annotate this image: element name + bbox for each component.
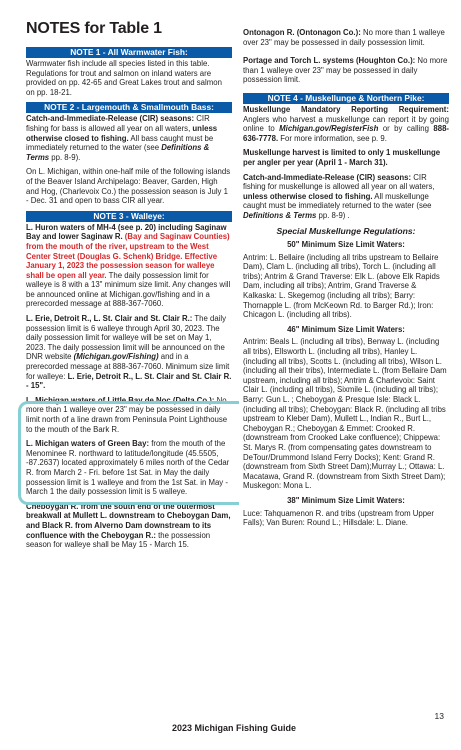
page-title: NOTES for Table 1 — [26, 20, 162, 37]
note3-para5: Cheboygan R. from the south end of the outermost breakwall at Mullett L. downstream to Cheboygan Dam, and Black R. from Alverno Dam downstream to its confluence with the Cheboygan R.: the possession season for walleye shall be May 15 - March 15. — [26, 501, 231, 550]
note3-para2: L. Erie, Detroit R., L. St. Clair and St. Clair R.: The daily possession limit is 6 walleye through April 30, 2023. The daily possession limit for walleye will be set on May 1, 2023. The daily possession limit will be announced on the DNR website (Michigan.gov/Fishing) and in a prerecorded message at 888-367-7060. Minimum size limit for walleye: L. Erie, Detroit R., L. St. Clair and St. Clair R. - 15". — [26, 314, 232, 391]
portage-para: Portage and Torch L. systems (Houghton Co.): No more than 1 walleye over 23" may be possessed in daily possession limit. — [243, 56, 448, 85]
note3-para4: L. Michigan waters of Green Bay: from the mouth of the Menominee R. northward to latitude/longitude (45.5505, -87.2637) located approximately 6 miles north of the Cedar R. from March 2 - Fri. before 1st Sat. in May the daily possession limit is 1 walleye and from the 1st Sat. in May - March 1 the daily possession limit is 5 walleye. — [26, 439, 230, 497]
page-number: 13 — [434, 711, 444, 721]
note2-para2: On L. Michigan, within one-half mile of the following islands of the Beaver Island Archipelago: Beaver, Garden, High and Hog, (Charlevoix Co.) the possession season is July 1 - Dec. 31 and open to bass CIR all year. — [26, 167, 231, 206]
ontonagon-para: Ontonagon R. (Ontonagon Co.): No more than 1 walleye over 23" may be possessed in daily possession limit. — [243, 28, 445, 47]
note1-text: Warmwater fish include all species listed in this table. Regulations for trout and salmon on inland waters are provided on pp. 42-65 and Great Lakes trout and salmon on pp. 18-21. — [26, 59, 222, 97]
guide-page — [14, 8, 454, 743]
special-musky-heading: Special Muskellunge Regulations: — [276, 225, 416, 236]
note4-para1: Muskellunge Mandatory Reporting Requirement: Anglers who harvest a muskellunge can report it by going online to Michigan.gov/RegisterFish or by calling 888-636-7778. For more information, see p. 9. — [243, 104, 449, 143]
note3-para1: L. Huron waters of MH-4 (see p. 20) including Saginaw Bay and lower Saginaw R. (Bay and Saginaw Counties) from the mouth of the river, upstream to the West Center Street (Douglas G. Schenk) Bridge. Effective January 1, 2023 the possession season for walleye shall be open all year. The daily possession limit for walleye is 8 with a 13" minimum size limit. Any changes will be announced online at Michigan.gov/fishing and in a prerecorded message at 888-367-7060. — [26, 222, 231, 309]
size-50-heading: 50" Minimum Size Limit Waters: — [287, 240, 405, 250]
note3-heading: NOTE 3 - Walleye: — [26, 211, 232, 222]
left-column — [26, 44, 232, 555]
note4-para2: Muskellunge harvest is limited to only 1 muskellunge per angler per year (April 1 - March 31). — [243, 148, 441, 167]
note2-para1: Catch-and-Immediate-Release (CIR) seasons: CIR fishing for bass is allowed all year on all waters, unless otherwise closed to fishing. All bass caught must be immediately returned to the water (see Definitions & Terms pp. 8-9). — [26, 114, 218, 162]
size-46-heading: 46" Minimum Size Limit Waters: — [287, 324, 405, 334]
note3-para3: L. Michigan waters of Little Bay de Noc (Delta Co.): No more than 1 walleye over 23" may be possessed in daily limit north of a line drawn from Peninsula Point Lighthouse to the mouth of the Bark R. — [26, 395, 228, 434]
note4-para3: Catch-and-Immediate-Release (CIR) seasons: CIR fishing for muskellunge is allowed all year on all waters, unless otherwise closed to fishing. All muskellunge caught must be immediately returned to the water (see Definitions & Terms pp. 8-9) . — [243, 172, 435, 220]
size-38-text: Luce: Tahquamenon R. and tribs (upstream from Upper Falls); Van Buren: Round L.; Hillsdale: L. Diane. — [243, 508, 434, 528]
note2-heading: NOTE 2 - Largemouth & Smallmouth Bass: — [26, 102, 232, 113]
size-46-text: Antrim: Beals L. (including all tribs), Benway L. (including all tribs), Ellsworth L. (including all tribs), Hanley L. (including all tribs), Scotts L. (including all tribs), Wilson L. (including all their tribs), Intermediate L. (from Bellaire Dam upstream, including all tribs); Antrim & Charlevoix: Saint Clair L. (including all tribs), Sixmile L. (including all tribs); Barry: Gun L. ; Cheboygan & Presque Isle: Black L. (including all tribs); Cheboygan: Black R. (including all tribs upstream to Kleber Dam), Mullett L., Indian R., Burt L., Cheboygan R.; Cheboygan & Emmet: Crooked R. (downstream from Crooked Lake confluence); Chippewa: St. Marys R. (from compensating gates downstream to DeTour/Drummond Island Ferry Docks); Kent: Grand R. (downstream from Sixth Street Dam);Murray L.; Ottawa: L. Macatawa, Grand R. (downstream from Sixth Street Dam); Muskegon: Mona L. — [243, 337, 447, 491]
page-footer: 2023 Michigan Fishing Guide — [171, 723, 297, 733]
note1-heading: NOTE 1 - All Warmwater Fish: — [26, 47, 232, 58]
size-38-heading: 38" Minimum Size Limit Waters: — [287, 495, 405, 505]
right-column — [243, 28, 449, 533]
size-50-text: Antrim: L. Bellaire (including all tribs upstream to Bellaire Dam), Clam L. (including all tribs), Torch L. (including all tribs); Antrim & Grand Traverse: Elk L. (above Elk Rapids Dam, including all tribs); Antrim, Grand Traverse & Kalkaska: L. Skegemog (including all tribs); Barry: Thornapple L. (from McKeown Rd. to Barger Rd.); Iron: Chicagon L. (including all tribs). — [243, 252, 440, 320]
note4-heading: NOTE 4 - Muskellunge & Northern Pike: — [243, 93, 449, 104]
